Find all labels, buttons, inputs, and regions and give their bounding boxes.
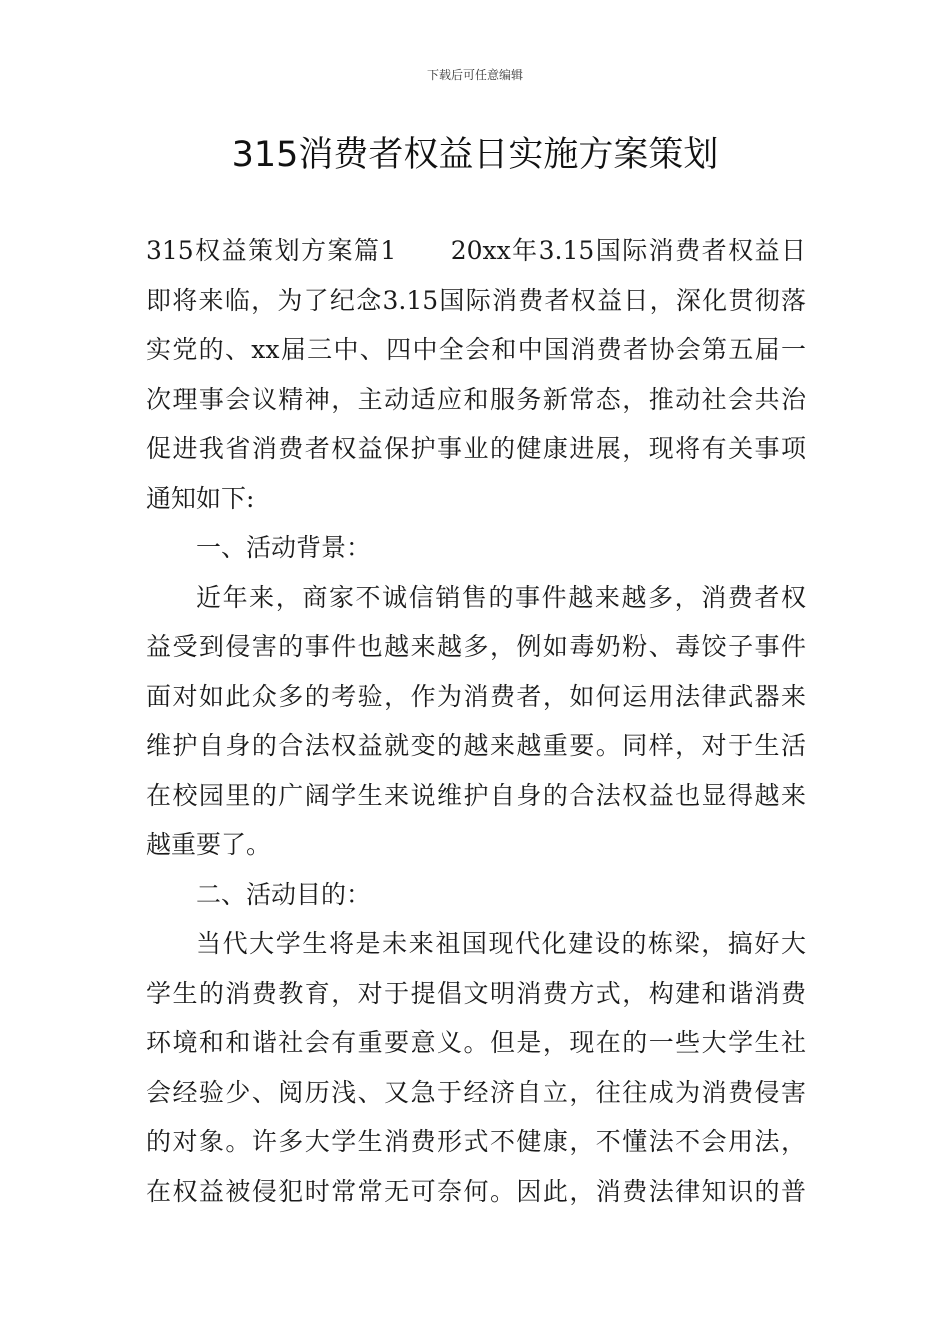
body-line: 通知如下: bbox=[146, 483, 255, 513]
body-line: 315权益策划方案篇1 20xx年3.15国际消费者权益日 bbox=[146, 236, 806, 265]
body-line: 即将来临，为了纪念3.15国际消费者权益日，深化贯彻落 bbox=[146, 285, 806, 315]
body-line: 实党的、xx届三中、四中全会和中国消费者协会第五届一 bbox=[146, 335, 806, 364]
body-line: 一、活动背景： bbox=[196, 533, 372, 562]
body-line: 越重要了。 bbox=[146, 830, 272, 859]
body-line: 维护自身的合法权益就变的越来越重要。同样，对于生活 bbox=[146, 731, 806, 760]
body-line: 近年来，商家不诚信销售的事件越来越多，消费者权 bbox=[196, 582, 806, 612]
body-line: 促进我省消费者权益保护事业的健康进展，现将有关事项 bbox=[146, 434, 806, 463]
body-line: 环境和和谐社会有重要意义。但是，现在的一些大学生社 bbox=[146, 1028, 806, 1057]
body-line: 二、活动目的： bbox=[196, 879, 372, 909]
body-line: 次理事会议精神，主动适应和服务新常态，推动社会共治 bbox=[146, 384, 806, 414]
body-line: 学生的消费教育，对于提倡文明消费方式，构建和谐消费 bbox=[146, 978, 806, 1008]
document-body bbox=[146, 226, 806, 1216]
body-line: 益受到侵害的事件也越来越多，例如毒奶粉、毒饺子事件 bbox=[146, 632, 806, 661]
body-line: 在权益被侵犯时常常无可奈何。因此，消费法律知识的普 bbox=[146, 1176, 806, 1206]
document-title: 315消费者权益日实施方案策划 bbox=[231, 135, 719, 175]
header-watermark: 下载后可任意编辑 bbox=[426, 68, 523, 82]
body-line: 在校园里的广阔学生来说维护自身的合法权益也显得越来 bbox=[146, 780, 806, 810]
body-line: 当代大学生将是未来祖国现代化建设的栋梁，搞好大 bbox=[196, 929, 806, 958]
body-line: 的对象。许多大学生消费形式不健康，不懂法不会用法， bbox=[146, 1127, 806, 1156]
body-line: 会经验少、阅历浅、又急于经济自立，往往成为消费侵害 bbox=[146, 1077, 806, 1107]
body-line: 面对如此众多的考验，作为消费者，如何运用法律武器来 bbox=[146, 681, 806, 711]
